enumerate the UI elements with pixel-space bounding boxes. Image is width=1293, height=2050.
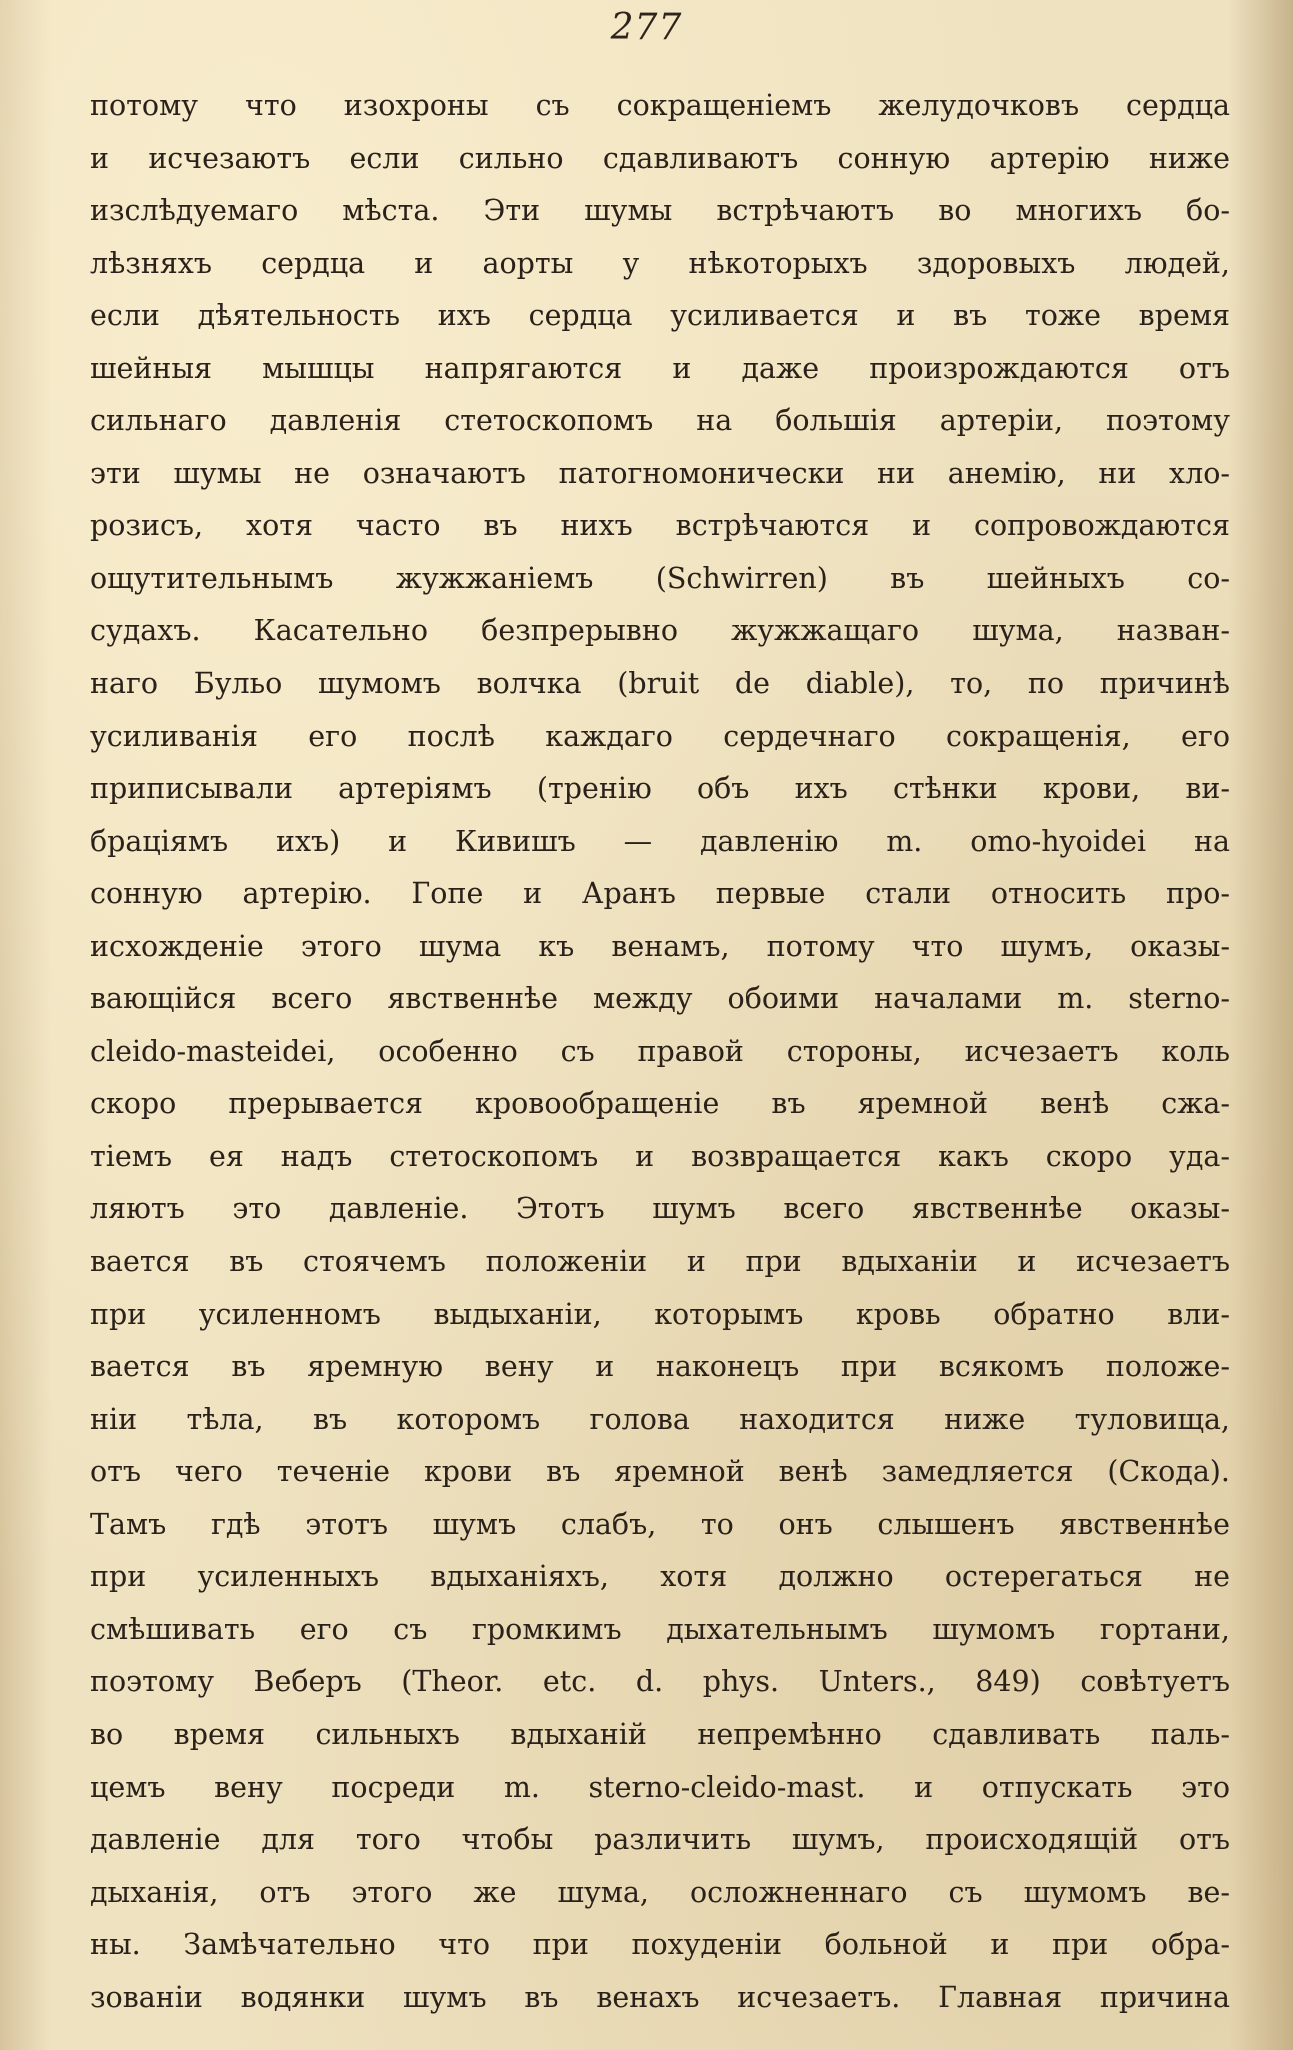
text-line: шейныя мышцы напрягаются и даже произрождаются отъ xyxy=(90,351,1230,385)
text-line: давленіе для того чтобы различить шумъ, происходящій отъ xyxy=(90,1823,1230,1857)
text-line: эти шумы не означаютъ патогномонически ни анемію, ни хло- xyxy=(90,456,1230,490)
text-line: ляютъ это давленіе. Этотъ шумъ всего явственнѣе оказы- xyxy=(90,1192,1230,1226)
text-line: судахъ. Касательно безпрерывно жужжащаго шума, назван- xyxy=(90,614,1230,648)
text-line: поэтому Веберъ (Theor. etc. d. phys. Unters., 849) совѣтуетъ xyxy=(90,1665,1230,1699)
text-line: при усиленныхъ вдыханіяхъ, хотя должно остерегаться не xyxy=(90,1560,1230,1594)
text-line: тіемъ ея надъ стетоскопомъ и возвращается какъ скоро уда- xyxy=(90,1139,1230,1173)
text-line: смѣшивать его съ громкимъ дыхательнымъ шумомъ гортани, xyxy=(90,1612,1230,1646)
text-line: и исчезаютъ если сильно сдавливаютъ сонную артерію ниже xyxy=(90,141,1230,175)
text-line: цемъ вену посреди m. sterno-cleido-mast. и отпускать это xyxy=(90,1770,1230,1804)
text-line: усиливанія его послѣ каждаго сердечнаго сокращенія, его xyxy=(90,719,1230,753)
text-line: cleido-masteidei, особенно съ правой стороны, исчезаетъ коль xyxy=(90,1034,1230,1068)
text-line: отъ чего теченіе крови въ яремной венѣ замедляется (Скода). xyxy=(90,1455,1230,1489)
text-line: ны. Замѣчательно что при похуденіи больной и при обра- xyxy=(90,1928,1230,1962)
text-line: браціямъ ихъ) и Кивишъ — давленію m. omo-hyoidei на xyxy=(90,824,1230,858)
text-line: во время сильныхъ вдыханій непремѣнно сдавливать паль- xyxy=(90,1717,1230,1751)
text-line: вается въ стоячемъ положеніи и при вдыханіи и исчезаетъ xyxy=(90,1245,1230,1279)
text-line: приписывали артеріямъ (тренію объ ихъ стѣнки крови, ви- xyxy=(90,772,1230,806)
text-line: розисъ, хотя часто въ нихъ встрѣчаются и сопровождаются xyxy=(90,509,1230,543)
text-line: сонную артерію. Гопе и Аранъ первые стали относить про- xyxy=(90,877,1230,911)
text-line: ощутительнымъ жужжаніемъ (Schwirren) въ шейныхъ со- xyxy=(90,561,1230,595)
text-line: зованіи водянки шумъ въ венахъ исчезаетъ. Главная причина xyxy=(90,1980,1230,2014)
text-line: вается въ яремную вену и наконецъ при всякомъ положе- xyxy=(90,1350,1230,1384)
text-line: сильнаго давленія стетоскопомъ на большія артеріи, поэтому xyxy=(90,404,1230,438)
text-line: лѣзняхъ сердца и аорты у нѣкоторыхъ здоровыхъ людей, xyxy=(90,246,1230,280)
text-line: вающійся всего явственнѣе между обоими началами m. sterno- xyxy=(90,982,1230,1016)
text-line: Тамъ гдѣ этотъ шумъ слабъ, то онъ слышенъ явственнѣе xyxy=(90,1507,1230,1541)
text-line: наго Бульо шумомъ волчка (bruit de diable), то, по причинѣ xyxy=(90,667,1230,701)
text-line: дыханія, отъ этого же шума, осложненнаго съ шумомъ ве- xyxy=(90,1875,1230,1909)
text-line: исхожденіе этого шума къ венамъ, потому что шумъ, оказы- xyxy=(90,929,1230,963)
text-line: потому что изохроны съ сокращеніемъ желудочковъ сердца xyxy=(90,89,1230,122)
text-line: ніи тѣла, въ которомъ голова находится ниже туловища, xyxy=(90,1402,1230,1436)
text-line: если дѣятельность ихъ сердца усиливается и въ тоже время xyxy=(90,299,1230,333)
body-text xyxy=(90,80,1230,2024)
page-number: 277 xyxy=(610,7,683,48)
text-line: при усиленномъ выдыханіи, которымъ кровь обратно вли- xyxy=(90,1297,1230,1331)
text-line: скоро прерывается кровообращеніе въ яремной венѣ сжа- xyxy=(90,1087,1230,1121)
text-line: изслѣдуемаго мѣста. Эти шумы встрѣчаютъ во многихъ бо- xyxy=(90,194,1230,228)
